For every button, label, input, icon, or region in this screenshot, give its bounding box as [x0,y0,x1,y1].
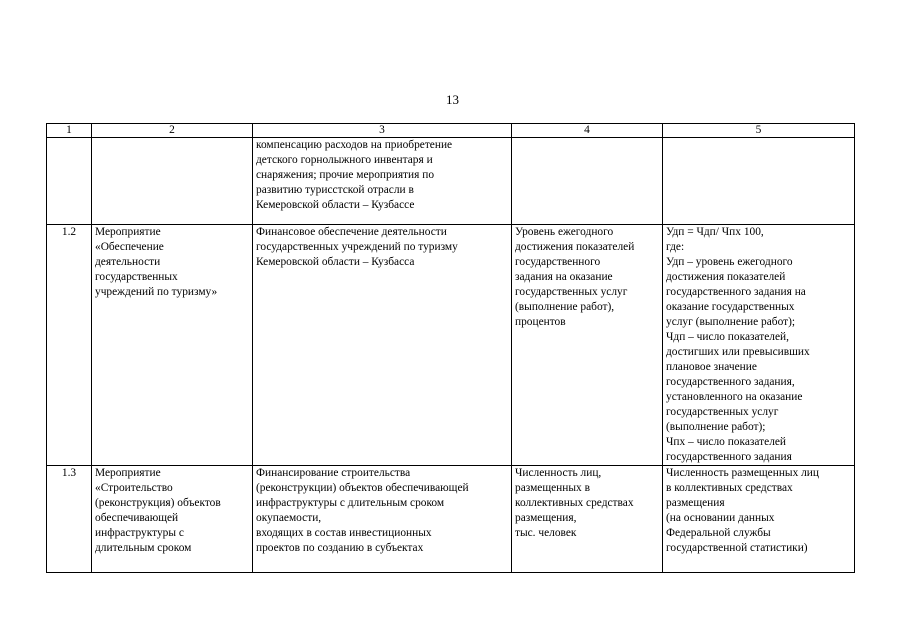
indicator-cell: Уровень ежегодного достижения показателей государственного задания на оказание государственных услуг (выполнение работ), процентов [512,225,663,466]
content-cell: Финансирование строительства (реконструкции) объектов обеспечивающей инфраструктуры с длительным сроком окупаемости, входящих в состав инвестиционных проектов по созданию в субъектах [253,466,512,573]
method-cell [663,138,855,225]
column-number: 3 [253,124,512,138]
column-number-row [47,124,855,138]
activity-cell [92,138,253,225]
column-number: 2 [92,124,253,138]
indicator-cell [512,138,663,225]
row-number [47,138,92,225]
column-number: 5 [663,124,855,138]
activity-cell: Мероприятие «Строительство (реконструкция) объектов обеспечивающей инфраструктуры с длительным сроком [92,466,253,573]
row-number: 1.3 [47,466,92,573]
column-number: 4 [512,124,663,138]
indicator-cell: Численность лиц, размещенных в коллективных средствах размещения, тыс. человек [512,466,663,573]
row-number: 1.2 [47,225,92,466]
content-cell: компенсацию расходов на приобретение детского горнолыжного инвентаря и снаряжения; прочие мероприятия по развитию турисстской отрасли в Кемеровской области – Кузбассе [253,138,512,225]
method-cell: Численность размещенных лиц в коллективных средствах размещения (на основании данных Федеральной службы государственной статистики) [663,466,855,573]
table-row [47,466,855,573]
column-number: 1 [47,124,92,138]
method-cell: Удп = Чдп/ Чпх 100, где: Удп – уровень ежегодного достижения показателей государственного задания на оказание государственных услуг (выполнение работ); Чдп – число показателей, достигших или превысивших плановое значение государственного задания, установленного на оказание государственных услуг (выполнение работ); Чпх – число показателей государственного задания [663,225,855,466]
program-table [46,123,855,573]
table-row [47,225,855,466]
table-row [47,138,855,225]
content-cell: Финансовое обеспечение деятельности государственных учреждений по туризму Кемеровской области – Кузбасса [253,225,512,466]
page-number: 13 [446,92,459,107]
activity-cell: Мероприятие «Обеспечение деятельности государственных учреждений по туризму» [92,225,253,466]
